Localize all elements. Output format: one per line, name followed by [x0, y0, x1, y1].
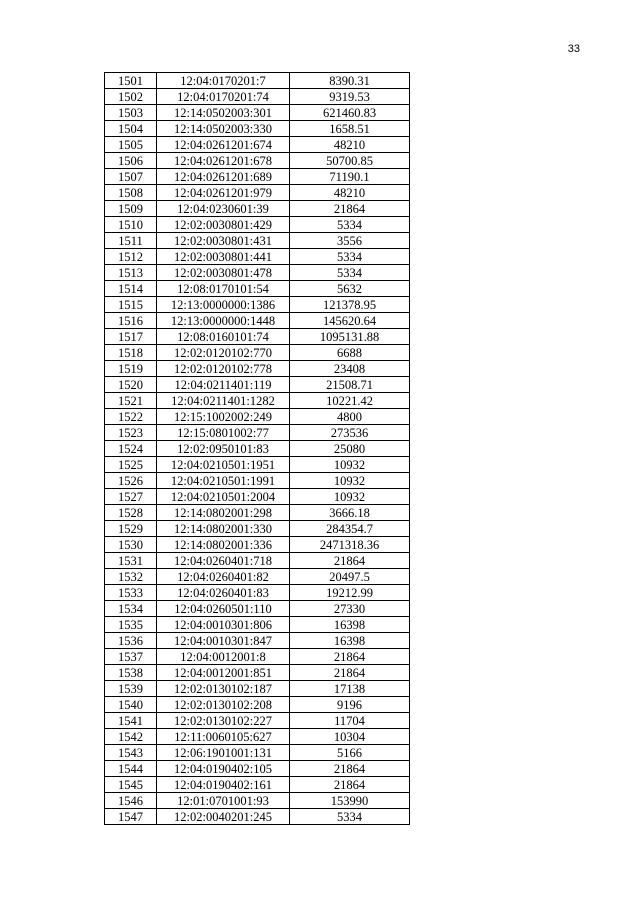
cadastral-number-cell: 12:13:0000000:1386	[157, 297, 290, 313]
value-cell: 21508.71	[290, 377, 410, 393]
table-row	[105, 617, 410, 633]
cadastral-number-cell: 12:02:0040201:245	[157, 809, 290, 825]
table-body	[105, 73, 410, 825]
value-cell: 9196	[290, 697, 410, 713]
row-number-cell: 1540	[105, 697, 157, 713]
value-cell: 8390.31	[290, 73, 410, 89]
cadastral-number-cell: 12:02:0120102:778	[157, 361, 290, 377]
cadastral-number-cell: 12:04:0010301:806	[157, 617, 290, 633]
table-row	[105, 585, 410, 601]
cadastral-number-cell: 12:02:0030801:441	[157, 249, 290, 265]
value-cell: 9319.53	[290, 89, 410, 105]
table-row	[105, 777, 410, 793]
table-row	[105, 89, 410, 105]
table-row	[105, 793, 410, 809]
cadastral-number-cell: 12:14:0502003:301	[157, 105, 290, 121]
value-cell: 11704	[290, 713, 410, 729]
row-number-cell: 1504	[105, 121, 157, 137]
table-row	[105, 201, 410, 217]
table-row	[105, 681, 410, 697]
cadastral-number-cell: 12:04:0210501:2004	[157, 489, 290, 505]
table-row	[105, 185, 410, 201]
cadastral-number-cell: 12:02:0130102:227	[157, 713, 290, 729]
value-cell: 25080	[290, 441, 410, 457]
row-number-cell: 1519	[105, 361, 157, 377]
cadastral-number-cell: 12:15:0801002:77	[157, 425, 290, 441]
cadastral-number-cell: 12:14:0502003:330	[157, 121, 290, 137]
table-row	[105, 473, 410, 489]
cadastral-number-cell: 12:02:0030801:429	[157, 217, 290, 233]
row-number-cell: 1522	[105, 409, 157, 425]
row-number-cell: 1546	[105, 793, 157, 809]
row-number-cell: 1528	[105, 505, 157, 521]
value-cell: 21864	[290, 777, 410, 793]
value-cell: 273536	[290, 425, 410, 441]
cadastral-number-cell: 12:04:0260401:82	[157, 569, 290, 585]
cadastral-number-cell: 12:02:0130102:187	[157, 681, 290, 697]
value-cell: 1658.51	[290, 121, 410, 137]
cadastral-number-cell: 12:04:0261201:689	[157, 169, 290, 185]
cadastral-number-cell: 12:04:0260401:718	[157, 553, 290, 569]
row-number-cell: 1536	[105, 633, 157, 649]
cadastral-number-cell: 12:04:0010301:847	[157, 633, 290, 649]
row-number-cell: 1515	[105, 297, 157, 313]
value-cell: 5334	[290, 265, 410, 281]
value-cell: 10932	[290, 457, 410, 473]
table-row	[105, 809, 410, 825]
value-cell: 21864	[290, 761, 410, 777]
table-row	[105, 377, 410, 393]
row-number-cell: 1509	[105, 201, 157, 217]
cadastral-number-cell: 12:02:0030801:431	[157, 233, 290, 249]
table-row	[105, 249, 410, 265]
row-number-cell: 1547	[105, 809, 157, 825]
row-number-cell: 1543	[105, 745, 157, 761]
cadastral-number-cell: 12:06:1901001:131	[157, 745, 290, 761]
cadastral-number-cell: 12:08:0160101:74	[157, 329, 290, 345]
row-number-cell: 1503	[105, 105, 157, 121]
cadastral-number-cell: 12:02:0120102:770	[157, 345, 290, 361]
value-cell: 71190.1	[290, 169, 410, 185]
value-cell: 48210	[290, 137, 410, 153]
row-number-cell: 1516	[105, 313, 157, 329]
cadastral-number-cell: 12:04:0012001:851	[157, 665, 290, 681]
table-row	[105, 265, 410, 281]
table-row	[105, 441, 410, 457]
row-number-cell: 1520	[105, 377, 157, 393]
value-cell: 153990	[290, 793, 410, 809]
cadastral-number-cell: 12:02:0950101:83	[157, 441, 290, 457]
table-row	[105, 537, 410, 553]
cadastral-number-cell: 12:04:0012001:8	[157, 649, 290, 665]
table-row	[105, 313, 410, 329]
value-cell: 21864	[290, 649, 410, 665]
cadastral-value-table	[104, 72, 410, 825]
row-number-cell: 1507	[105, 169, 157, 185]
table-row	[105, 649, 410, 665]
row-number-cell: 1513	[105, 265, 157, 281]
row-number-cell: 1512	[105, 249, 157, 265]
cadastral-number-cell: 12:01:0701001:93	[157, 793, 290, 809]
value-cell: 21864	[290, 665, 410, 681]
row-number-cell: 1542	[105, 729, 157, 745]
cadastral-number-cell: 12:08:0170101:54	[157, 281, 290, 297]
table-row	[105, 665, 410, 681]
row-number-cell: 1511	[105, 233, 157, 249]
row-number-cell: 1523	[105, 425, 157, 441]
value-cell: 3666.18	[290, 505, 410, 521]
row-number-cell: 1525	[105, 457, 157, 473]
table-row	[105, 345, 410, 361]
value-cell: 10932	[290, 489, 410, 505]
cadastral-number-cell: 12:14:0802001:298	[157, 505, 290, 521]
table-row	[105, 569, 410, 585]
row-number-cell: 1531	[105, 553, 157, 569]
row-number-cell: 1534	[105, 601, 157, 617]
table-row	[105, 281, 410, 297]
row-number-cell: 1514	[105, 281, 157, 297]
row-number-cell: 1535	[105, 617, 157, 633]
page-number: 33	[567, 43, 580, 55]
value-cell: 3556	[290, 233, 410, 249]
table-row	[105, 217, 410, 233]
row-number-cell: 1544	[105, 761, 157, 777]
value-cell: 121378.95	[290, 297, 410, 313]
table-row	[105, 601, 410, 617]
row-number-cell: 1510	[105, 217, 157, 233]
table-row	[105, 233, 410, 249]
value-cell: 5166	[290, 745, 410, 761]
table-row	[105, 361, 410, 377]
value-cell: 2471318.36	[290, 537, 410, 553]
cadastral-number-cell: 12:04:0190402:105	[157, 761, 290, 777]
table-row	[105, 553, 410, 569]
row-number-cell: 1532	[105, 569, 157, 585]
row-number-cell: 1526	[105, 473, 157, 489]
table-row	[105, 105, 410, 121]
table-row	[105, 633, 410, 649]
row-number-cell: 1506	[105, 153, 157, 169]
value-cell: 10221.42	[290, 393, 410, 409]
row-number-cell: 1533	[105, 585, 157, 601]
cadastral-number-cell: 12:04:0210501:1951	[157, 457, 290, 473]
table-row	[105, 121, 410, 137]
cadastral-number-cell: 12:14:0802001:336	[157, 537, 290, 553]
value-cell: 48210	[290, 185, 410, 201]
cadastral-number-cell: 12:04:0211401:1282	[157, 393, 290, 409]
value-cell: 1095131.88	[290, 329, 410, 345]
table-row	[105, 169, 410, 185]
cadastral-number-cell: 12:04:0190402:161	[157, 777, 290, 793]
cadastral-number-cell: 12:11:0060105:627	[157, 729, 290, 745]
table-row	[105, 745, 410, 761]
cadastral-number-cell: 12:14:0802001:330	[157, 521, 290, 537]
cadastral-number-cell: 12:04:0210501:1991	[157, 473, 290, 489]
row-number-cell: 1539	[105, 681, 157, 697]
table-row	[105, 505, 410, 521]
cadastral-number-cell: 12:02:0030801:478	[157, 265, 290, 281]
table-row	[105, 425, 410, 441]
row-number-cell: 1521	[105, 393, 157, 409]
row-number-cell: 1537	[105, 649, 157, 665]
row-number-cell: 1501	[105, 73, 157, 89]
row-number-cell: 1527	[105, 489, 157, 505]
row-number-cell: 1502	[105, 89, 157, 105]
table-row	[105, 73, 410, 89]
cadastral-number-cell: 12:15:1002002:249	[157, 409, 290, 425]
cadastral-number-cell: 12:04:0211401:119	[157, 377, 290, 393]
cadastral-number-cell: 12:04:0261201:674	[157, 137, 290, 153]
row-number-cell: 1518	[105, 345, 157, 361]
row-number-cell: 1517	[105, 329, 157, 345]
value-cell: 17138	[290, 681, 410, 697]
value-cell: 10932	[290, 473, 410, 489]
cadastral-number-cell: 12:04:0170201:7	[157, 73, 290, 89]
cadastral-number-cell: 12:04:0260401:83	[157, 585, 290, 601]
value-cell: 23408	[290, 361, 410, 377]
row-number-cell: 1530	[105, 537, 157, 553]
value-cell: 4800	[290, 409, 410, 425]
table-row	[105, 457, 410, 473]
row-number-cell: 1538	[105, 665, 157, 681]
row-number-cell: 1545	[105, 777, 157, 793]
value-cell: 16398	[290, 633, 410, 649]
table-row	[105, 409, 410, 425]
cadastral-number-cell: 12:02:0130102:208	[157, 697, 290, 713]
value-cell: 16398	[290, 617, 410, 633]
table-row	[105, 697, 410, 713]
value-cell: 6688	[290, 345, 410, 361]
value-cell: 5334	[290, 809, 410, 825]
table-row	[105, 137, 410, 153]
value-cell: 20497.5	[290, 569, 410, 585]
cadastral-number-cell: 12:04:0260501:110	[157, 601, 290, 617]
cadastral-number-cell: 12:04:0261201:678	[157, 153, 290, 169]
row-number-cell: 1529	[105, 521, 157, 537]
value-cell: 621460.83	[290, 105, 410, 121]
value-cell: 21864	[290, 553, 410, 569]
table-row	[105, 729, 410, 745]
table-row	[105, 521, 410, 537]
value-cell: 10304	[290, 729, 410, 745]
value-cell: 5334	[290, 249, 410, 265]
row-number-cell: 1508	[105, 185, 157, 201]
value-cell: 19212.99	[290, 585, 410, 601]
table-row	[105, 713, 410, 729]
value-cell: 284354.7	[290, 521, 410, 537]
table-row	[105, 153, 410, 169]
cadastral-number-cell: 12:13:0000000:1448	[157, 313, 290, 329]
value-cell: 50700.85	[290, 153, 410, 169]
row-number-cell: 1505	[105, 137, 157, 153]
table-row	[105, 489, 410, 505]
value-cell: 145620.64	[290, 313, 410, 329]
table-row	[105, 329, 410, 345]
table-row	[105, 393, 410, 409]
cadastral-number-cell: 12:04:0170201:74	[157, 89, 290, 105]
value-cell: 27330	[290, 601, 410, 617]
value-cell: 5632	[290, 281, 410, 297]
value-cell: 21864	[290, 201, 410, 217]
cadastral-number-cell: 12:04:0261201:979	[157, 185, 290, 201]
table-row	[105, 297, 410, 313]
row-number-cell: 1524	[105, 441, 157, 457]
row-number-cell: 1541	[105, 713, 157, 729]
cadastral-number-cell: 12:04:0230601:39	[157, 201, 290, 217]
value-cell: 5334	[290, 217, 410, 233]
table-row	[105, 761, 410, 777]
